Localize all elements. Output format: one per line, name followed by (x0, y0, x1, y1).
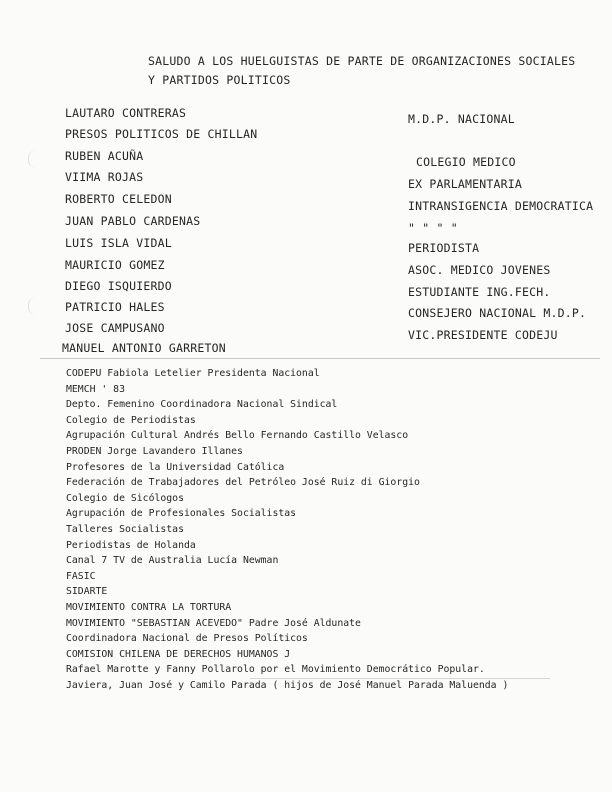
name-entry: ROBERTO CELEDON (65, 192, 172, 206)
affiliation-entry: M.D.P. NACIONAL (408, 112, 515, 126)
organization-line: Federación de Trabajadores del Petróleo José Ruiz di Giorgio (66, 477, 420, 489)
heading-line-1: SALUDO A LOS HUELGUISTAS DE PARTE DE ORGANIZACIONES SOCIALES (148, 54, 576, 68)
name-entry: JUAN PABLO CARDENAS (65, 214, 201, 228)
organization-line: SIDARTE (66, 586, 108, 598)
name-entry: PATRICIO HALES (65, 300, 165, 314)
organization-line: PRODEN Jorge Lavandero Illanes (66, 445, 243, 457)
organization-line: Agrupación Cultural Andrés Bello Fernando Castillo Velasco (66, 430, 409, 442)
name-entry: MANUEL ANTONIO GARRETON (62, 341, 226, 355)
names-column (62, 0, 385, 360)
name-entry: LAUTARO CONTRERAS (65, 106, 187, 120)
name-entry: DIEGO ISQUIERDO (65, 279, 172, 293)
organization-line: Canal 7 TV de Australia Lucía Newman (66, 555, 279, 567)
name-entry: PRESOS POLITICOS DE CHILLAN (65, 127, 258, 141)
affiliation-entry: COLEGIO MEDICO (416, 155, 516, 169)
affiliation-entry: ASOC. MEDICO JOVENES (408, 263, 551, 277)
name-entry: MAURICIO GOMEZ (65, 258, 165, 272)
organization-line: Colegio de Sicólogos (66, 492, 184, 504)
organizations-list (66, 366, 586, 693)
section-divider (40, 358, 600, 359)
organization-line: Depto. Femenino Coordinadora Nacional Sindical (66, 399, 338, 411)
affiliation-entry: PERIODISTA (408, 241, 480, 255)
name-entry: LUIS ISLA VIDAL (65, 236, 172, 250)
affiliation-entry: ESTUDIANTE ING.FECH. (408, 285, 551, 299)
organization-line: Talleres Socialistas (66, 523, 184, 535)
organization-line: Profesores de la Universidad Católica (66, 461, 285, 473)
name-entry: JOSE CAMPUSANO (65, 321, 165, 335)
heading-line-2: Y PARTIDOS POLITICOS (148, 73, 291, 87)
organization-line: Coordinadora Nacional de Presos Políticos (66, 633, 308, 645)
organization-line: FASIC (66, 570, 96, 582)
affiliation-entry: CONSEJERO NACIONAL M.D.P. (408, 306, 587, 320)
punch-hole-mark (28, 150, 39, 168)
organization-line: MOVIMIENTO "SEBASTIAN ACEVEDO" Padre José Aldunate (66, 617, 361, 629)
organization-line: Javiera, Juan José y Camilo Parada ( hijos de José Manuel Parada Maluenda ) (66, 679, 509, 691)
bottom-rule (250, 678, 550, 679)
organization-line: CODEPU Fabiola Letelier Presidenta Nacional (66, 368, 320, 379)
organization-line: Rafael Marotte y Fanny Pollarolo por el Movimiento Democrático Popular. (66, 664, 485, 676)
organization-line: MEMCH ' 83 (66, 383, 125, 395)
organization-line: Periodistas de Holanda (66, 539, 196, 551)
name-entry: RUBEN ACUÑA (65, 149, 144, 163)
organization-line: Agrupación de Profesionales Socialistas (66, 508, 297, 520)
punch-hole-mark (28, 297, 39, 315)
affiliations-column (408, 0, 608, 360)
organization-line: Colegio de Periodistas (66, 414, 196, 426)
name-entry: VIIMA ROJAS (65, 170, 144, 184)
affiliation-entry: INTRANSIGENCIA DEMOCRATICA (408, 199, 594, 213)
affiliation-entry: VIC.PRESIDENTE CODEJU (408, 328, 558, 342)
organization-line: MOVIMIENTO CONTRA LA TORTURA (66, 601, 232, 613)
organization-line: COMISION CHILENA DE DERECHOS HUMANOS J (66, 648, 291, 660)
affiliation-entry: EX PARLAMENTARIA (408, 177, 522, 191)
ditto-marks: " " " " (408, 221, 458, 235)
